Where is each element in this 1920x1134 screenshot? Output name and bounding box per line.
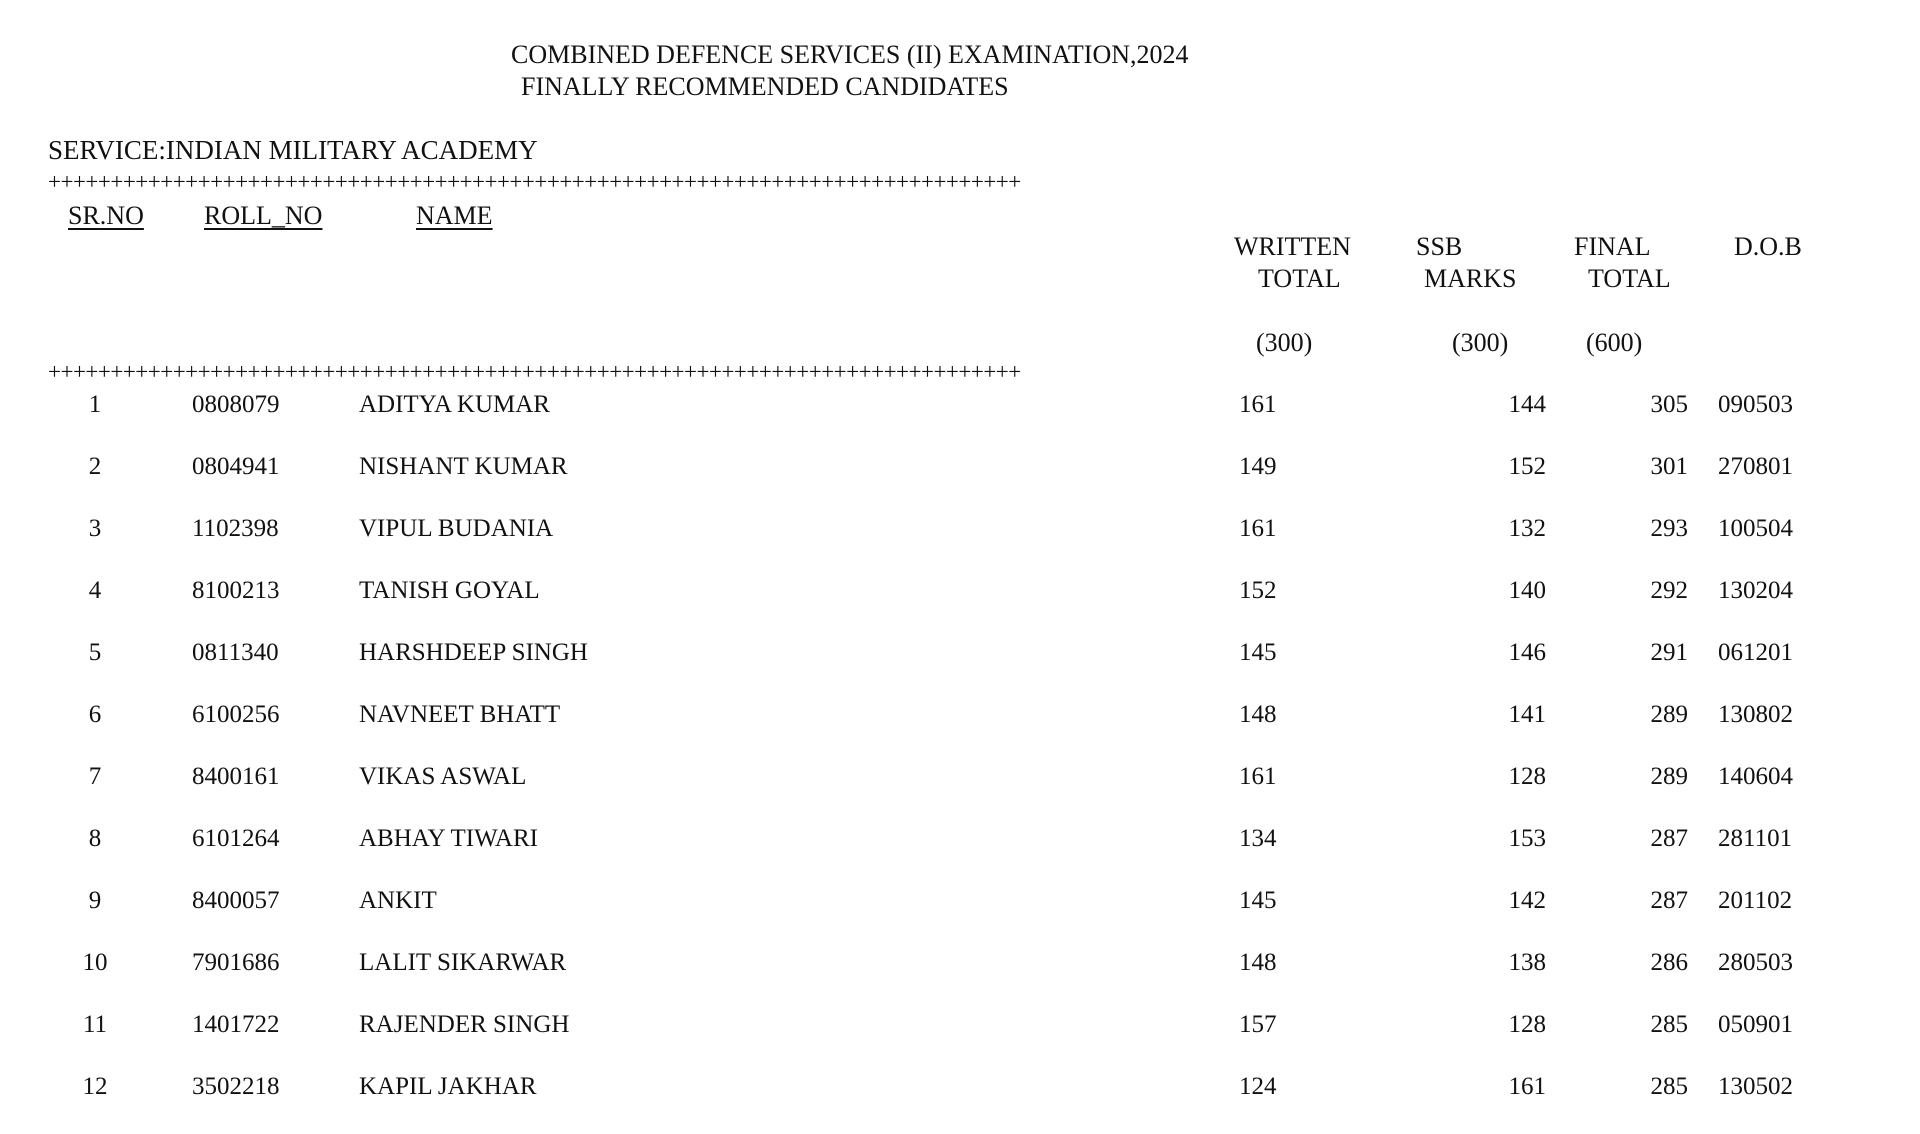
table-row — [0, 638, 1920, 700]
ssb-marks-cell: 142 — [1508, 887, 1546, 914]
sr-no-cell: 3 — [88, 515, 102, 542]
roll-no-cell: 1102398 — [192, 515, 279, 542]
dob-cell: 201102 — [1718, 887, 1793, 914]
service-heading: SERVICE:INDIAN MILITARY ACADEMY — [48, 135, 538, 165]
ssb-marks-cell: 161 — [1508, 1073, 1546, 1100]
table-row — [0, 1072, 1920, 1134]
column-header-ssb-line1: SSB — [1416, 232, 1463, 261]
table-row — [0, 886, 1920, 948]
separator-bottom: ++++++++++++++++++++++++++++++++++++++++++++++++++++++++++++++++++++++++++++++ — [48, 359, 1021, 384]
sr-no-cell: 9 — [88, 887, 102, 914]
sr-no-cell: 10 — [82, 949, 108, 976]
written-total-cell: 152 — [1239, 577, 1277, 604]
roll-no-cell: 6101264 — [192, 825, 280, 852]
dob-cell: 130802 — [1718, 701, 1793, 728]
final-total-cell: 293 — [1650, 515, 1688, 542]
column-header-final-line2: TOTAL — [1588, 264, 1671, 293]
ssb-marks-cell: 153 — [1508, 825, 1546, 852]
ssb-marks-cell: 128 — [1508, 1011, 1546, 1038]
column-header-name: NAME — [416, 201, 493, 230]
ssb-marks-cell: 128 — [1508, 763, 1546, 790]
dob-cell: 090503 — [1718, 391, 1793, 418]
final-total-cell: 286 — [1650, 949, 1688, 976]
column-header-dob: D.O.B — [1734, 232, 1802, 261]
roll-no-cell: 8400057 — [192, 887, 280, 914]
written-total-cell: 161 — [1239, 763, 1277, 790]
written-total-cell: 134 — [1239, 825, 1277, 852]
final-total-cell: 285 — [1650, 1011, 1688, 1038]
name-cell: ABHAY TIWARI — [359, 825, 538, 852]
column-header-final-line1: FINAL — [1574, 232, 1651, 261]
written-total-cell: 161 — [1239, 391, 1277, 418]
dob-cell: 281101 — [1718, 825, 1793, 852]
written-total-cell: 157 — [1239, 1011, 1277, 1038]
roll-no-cell: 6100256 — [192, 701, 280, 728]
written-total-cell: 149 — [1239, 453, 1277, 480]
final-total-cell: 305 — [1650, 391, 1688, 418]
final-total-cell: 287 — [1650, 887, 1688, 914]
final-max-marks: (600) — [1586, 328, 1643, 357]
name-cell: TANISH GOYAL — [359, 577, 540, 604]
roll-no-cell: 0811340 — [192, 639, 279, 666]
table-row — [0, 824, 1920, 886]
table-row — [0, 1010, 1920, 1072]
roll-no-cell: 0808079 — [192, 391, 280, 418]
ssb-marks-cell: 144 — [1508, 391, 1546, 418]
name-cell: NISHANT KUMAR — [359, 453, 568, 480]
column-header-roll-no: ROLL_NO — [204, 201, 323, 230]
roll-no-cell: 8400161 — [192, 763, 280, 790]
column-header-written-line1: WRITTEN — [1234, 232, 1351, 261]
table-row — [0, 514, 1920, 576]
dob-cell: 100504 — [1718, 515, 1793, 542]
written-max-marks: (300) — [1256, 328, 1313, 357]
final-total-cell: 289 — [1650, 763, 1688, 790]
final-total-cell: 287 — [1650, 825, 1688, 852]
name-cell: ADITYA KUMAR — [359, 391, 550, 418]
written-total-cell: 145 — [1239, 887, 1277, 914]
name-cell: ANKIT — [359, 887, 437, 914]
roll-no-cell: 0804941 — [192, 453, 280, 480]
candidate-list — [0, 390, 1920, 1134]
table-row — [0, 762, 1920, 824]
ssb-max-marks: (300) — [1452, 328, 1509, 357]
table-row — [0, 452, 1920, 514]
dob-cell: 061201 — [1718, 639, 1793, 666]
final-total-cell: 285 — [1650, 1073, 1688, 1100]
column-header-ssb-line2: MARKS — [1424, 264, 1517, 293]
sr-no-cell: 2 — [88, 453, 102, 480]
ssb-marks-cell: 132 — [1508, 515, 1546, 542]
name-cell: VIKAS ASWAL — [359, 763, 527, 790]
roll-no-cell: 7901686 — [192, 949, 280, 976]
roll-no-cell: 8100213 — [192, 577, 280, 604]
sr-no-cell: 11 — [82, 1011, 108, 1038]
name-cell: HARSHDEEP SINGH — [359, 639, 588, 666]
dob-cell: 280503 — [1718, 949, 1793, 976]
table-row — [0, 576, 1920, 638]
sr-no-cell: 7 — [88, 763, 102, 790]
sr-no-cell: 4 — [88, 577, 102, 604]
ssb-marks-cell: 141 — [1508, 701, 1546, 728]
roll-no-cell: 3502218 — [192, 1073, 280, 1100]
name-cell: KAPIL JAKHAR — [359, 1073, 537, 1100]
written-total-cell: 124 — [1239, 1073, 1277, 1100]
ssb-marks-cell: 146 — [1508, 639, 1546, 666]
sr-no-cell: 1 — [88, 391, 102, 418]
ssb-marks-cell: 138 — [1508, 949, 1546, 976]
written-total-cell: 161 — [1239, 515, 1277, 542]
sr-no-cell: 8 — [88, 825, 102, 852]
dob-cell: 270801 — [1718, 453, 1793, 480]
document-title: COMBINED DEFENCE SERVICES (II) EXAMINATION,2024 — [511, 40, 1189, 69]
final-total-cell: 301 — [1650, 453, 1688, 480]
separator-top: ++++++++++++++++++++++++++++++++++++++++++++++++++++++++++++++++++++++++++++++ — [48, 169, 1021, 194]
name-cell: VIPUL BUDANIA — [359, 515, 554, 542]
column-header-sr-no: SR.NO — [68, 201, 144, 230]
roll-no-cell: 1401722 — [192, 1011, 280, 1038]
dob-cell: 050901 — [1718, 1011, 1793, 1038]
document-subtitle: FINALLY RECOMMENDED CANDIDATES — [521, 72, 1009, 101]
table-row — [0, 390, 1920, 452]
name-cell: NAVNEET BHATT — [359, 701, 561, 728]
table-row — [0, 700, 1920, 762]
written-total-cell: 145 — [1239, 639, 1277, 666]
dob-cell: 130204 — [1718, 577, 1793, 604]
column-header-written-line2: TOTAL — [1258, 264, 1341, 293]
written-total-cell: 148 — [1239, 701, 1277, 728]
sr-no-cell: 5 — [88, 639, 102, 666]
name-cell: RAJENDER SINGH — [359, 1011, 570, 1038]
final-total-cell: 289 — [1650, 701, 1688, 728]
final-total-cell: 291 — [1650, 639, 1688, 666]
sr-no-cell: 12 — [82, 1073, 108, 1100]
ssb-marks-cell: 140 — [1508, 577, 1546, 604]
dob-cell: 130502 — [1718, 1073, 1793, 1100]
final-total-cell: 292 — [1650, 577, 1688, 604]
dob-cell: 140604 — [1718, 763, 1793, 790]
ssb-marks-cell: 152 — [1508, 453, 1546, 480]
written-total-cell: 148 — [1239, 949, 1277, 976]
table-row — [0, 948, 1920, 1010]
sr-no-cell: 6 — [88, 701, 102, 728]
name-cell: LALIT SIKARWAR — [359, 949, 567, 976]
